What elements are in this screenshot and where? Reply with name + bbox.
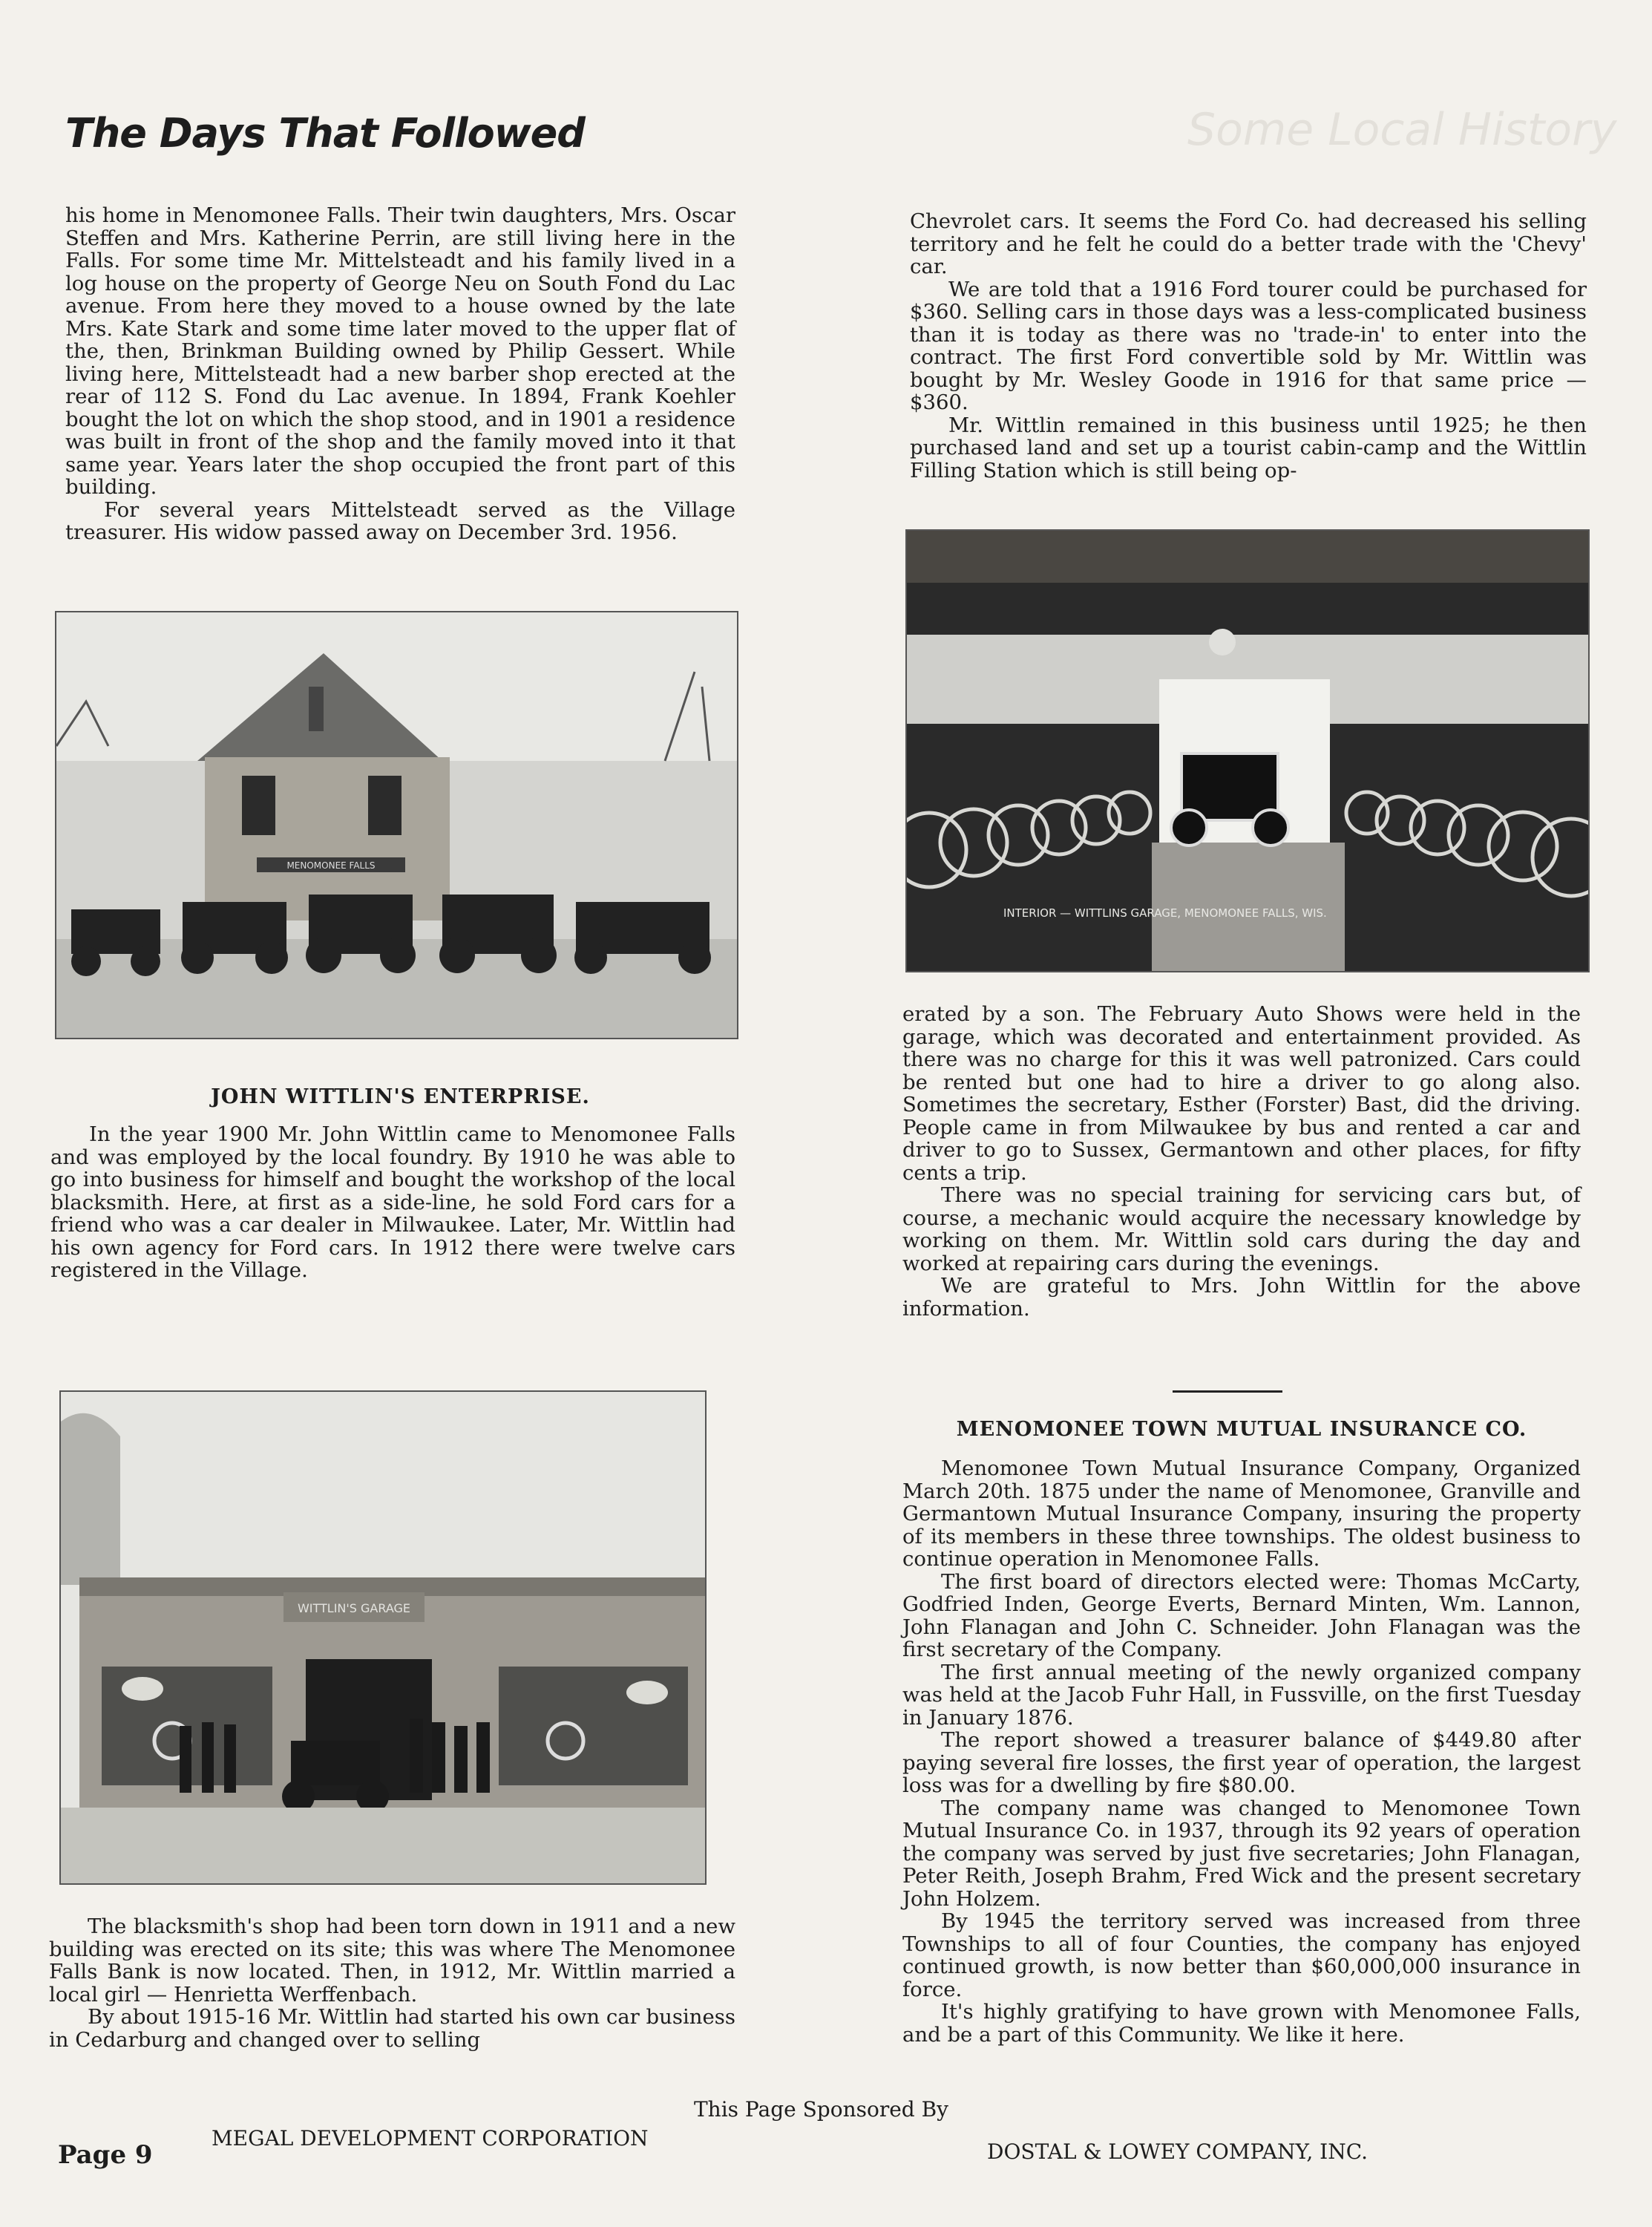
garage-sign: WITTLIN'S GARAGE (297, 1601, 411, 1615)
paragraph: We are told that a 1916 Ford tourer could be purchased for $360. Selling cars in those days was a less-complicated business than it is today as there was no 'trade-in' to enter into the contract. The first Ford convertible sold by Mr. Wittlin was bought by Mr. Wesley Goode in 1916 for that same price — $360. (910, 277, 1587, 414)
paragraph: his home in Menomonee Falls. Their twin daughters, Mrs. Oscar Steffen and Mrs. Katherine Perrin, are still living here in the Falls. For some time Mr. Mittelsteadt and his family lived in a log house on the property of George Neu on South Fond du Lac avenue. From here they moved to a house owned by the late Mrs. Kate Stark and some time later moved to the upper flat of the, then, Brinkman Building owned by Philip Gessert. While living here, Mittelsteadt had a new barber shop erected at the rear of 112 S. Fond du Lac avenue. In 1894, Frank Koehler bought the lot on which the shop stood, and in 1901 a residence was built in front of the shop and the family moved into it that same year. Years later the shop occupied the front part of this building. (65, 203, 735, 499)
page-number: Page 9 (58, 2140, 153, 2170)
paragraph: The company name was changed to Menomonee Town Mutual Insurance Co. in 1937, through its 92 years of operation the company was served by just five secretaries; John Flanagan, Peter Reith, Joseph Brahm, Fred Wick and the present secretary John Holzem. (902, 1796, 1581, 1911)
paragraph: There was no special training for servicing cars but, of course, a mechanic would acquire the necessary knowledge by working on them. Mr. Wittlin sold cars during the day and worked at repairing cars during the evenings. (902, 1183, 1581, 1275)
faint-background-heading: Some Local History (1187, 104, 1617, 156)
paragraph: In the year 1900 Mr. John Wittlin came to Menomonee Falls and was employed by the local foundry. By 1910 he was able to go into business for himself and bought the workshop of the local blacksmith. Here, at first as a side-line, he sold Ford cars for a friend who was a car dealer in Milwaukee. Later, Mr. Wittlin had his own agency for Ford cars. In 1912 there were twelve cars registered in the Village. (50, 1122, 735, 1282)
sponsored-by-label: This Page Sponsored By (694, 2097, 948, 2122)
left-bottom-text (49, 1915, 735, 2051)
paragraph: We are grateful to Mrs. John Wittlin for the above information. (902, 1274, 1581, 1321)
left-top-text (65, 204, 735, 544)
section-title-insurance: MENOMONEE TOWN MUTUAL INSURANCE CO. (956, 1418, 1527, 1441)
paragraph: By about 1915-16 Mr. Wittlin had started his own car business in Cedarburg and changed over to selling (49, 2005, 735, 2052)
right-bottom-text (902, 1457, 1581, 2046)
paragraph: Mr. Wittlin remained in this business until 1925; he then purchased land and set up a tourist cabin-camp and the Wittlin Filling Station which is still being op- (910, 413, 1587, 483)
paragraph: The blacksmith's shop had been torn down in 1911 and a new building was erected on its site; this was where The Menomonee Falls Bank is now located. Then, in 1912, Mr. Wittlin married a local girl — Henrietta Werffenbach. (49, 1914, 735, 2007)
paragraph: For several years Mittelsteadt served as the Village treasurer. His widow passed away on December 3rd. 1956. (65, 497, 735, 544)
paragraph: Chevrolet cars. It seems the Ford Co. had decreased his selling territory and he felt he could do a better trade with the 'Chevy' car. (910, 209, 1587, 278)
section-divider (1173, 1390, 1282, 1393)
paragraph: erated by a son. The February Auto Shows were held in the garage, which was decorated and entertainment provided. As there was no charge for this it was well patronized. Cars could be rented but one had to hire a driver to go along also. Sometimes the secretary, Esther (Forster) Bast, did the driving. People came in from Milwaukee by bus and rented a car and driver to go to Sussex, Germantown and other places, for fifty cents a trip. (902, 1002, 1581, 1185)
sponsor-right: DOSTAL & LOWEY COMPANY, INC. (987, 2139, 1369, 2164)
right-middle-text (902, 1003, 1581, 1320)
right-top-text (910, 210, 1587, 482)
shop-sign: MENOMONEE FALLS (286, 860, 376, 871)
paragraph: By 1945 the territory served was increased from three Townships to all of four Counties, the company has enjoyed continued growth, is now better than $60,000,000 insurance in force. (902, 1909, 1581, 2001)
page-heading: The Days That Followed (65, 110, 585, 157)
left-middle-text (50, 1123, 735, 1282)
sponsor-left: MEGAL DEVELOPMENT CORPORATION (212, 2126, 649, 2151)
paragraph: The first annual meeting of the newly organized company was held at the Jacob Fuhr Hall, in Fussville, on the first Tuesday in January 1876. (902, 1660, 1581, 1730)
wittlin-garage-photo (59, 1390, 707, 1885)
paragraph: It's highly gratifying to have grown with Menomonee Falls, and be a part of this Community. We like it here. (902, 2000, 1581, 2047)
paragraph: The report showed a treasurer balance of $449.80 after paying several fire losses, the first year of operation, the largest loss was for a dwelling by fire $80.00. (902, 1728, 1581, 1797)
barber-shop-photo (55, 611, 738, 1039)
paragraph: Menomonee Town Mutual Insurance Company, Organized March 20th. 1875 under the name of Menomonee, Granville and Germantown Mutual Insurance Company, insuring the property of its members in these three townships. The oldest business to continue operation in Menomonee Falls. (902, 1456, 1581, 1571)
section-title-enterprise: JOHN WITTLIN'S ENTERPRISE. (211, 1085, 590, 1108)
garage-interior-photo (905, 529, 1590, 972)
interior-photo-caption: INTERIOR — WITTLINS GARAGE, MENOMONEE FALLS, WIS. (1003, 906, 1327, 920)
paragraph: The first board of directors elected were: Thomas McCarty, Godfried Inden, George Everts, Bernard Minten, Wm. Lannon, John Flanagan and John C. Schneider. John Flanagan was the first secretary of the Company. (902, 1569, 1581, 1661)
